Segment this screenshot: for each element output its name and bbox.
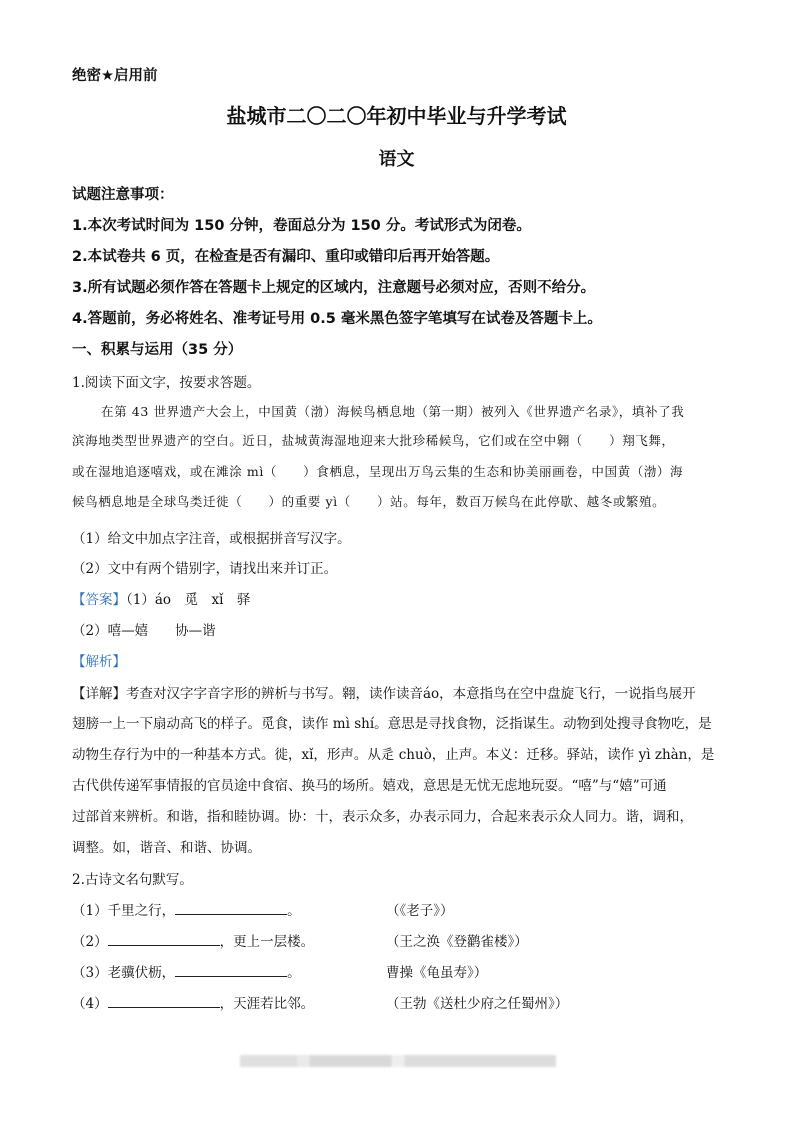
exam-title: 盐城市二〇二〇年初中毕业与升学考试 xyxy=(226,104,567,128)
blurred-footer xyxy=(240,1055,556,1067)
recite-item xyxy=(72,992,314,1012)
secret-label: 绝密★启用前 xyxy=(72,68,158,84)
item-number: （4） xyxy=(72,996,108,1012)
item-after: 。 xyxy=(287,965,301,981)
notice-item: 2.本试卷共 6 页，在检查是否有漏印、重印或错印后再开始答题。 xyxy=(72,249,500,265)
answer-blank xyxy=(175,964,287,977)
q2-stem: 2.古诗文名句默写。 xyxy=(72,872,193,888)
detail-line: 古代供传递军事情报的官员途中食宿、换马的场所。嬉戏，意思是无忧无虑地玩耍。“嘻”与“嬉”可通 xyxy=(72,778,667,794)
q1-stem: 1.阅读下面文字，按要求答题。 xyxy=(72,375,261,391)
item-number: （1） xyxy=(72,903,108,919)
passage-line: 在第 43 世界遗产大会上，中国黄（渤）海候鸟栖息地（第一期）被列入《世界遗产名录》，填补了我 xyxy=(101,404,685,419)
answer-text: （1）áo 觅 xǐ 驿 xyxy=(126,592,251,608)
item-source: （王之涣《登鹳雀楼》） xyxy=(386,934,528,950)
item-number: （2） xyxy=(72,934,108,950)
answer-blank xyxy=(108,933,220,946)
answer-tag: 【答案】 xyxy=(72,592,126,608)
item-number: （3） xyxy=(72,965,108,981)
notice-item: 3.所有试题必须作答在答题卡上规定的区域内，注意题号必须对应，否则不给分。 xyxy=(72,280,596,296)
section-heading: 一、积累与运用（35 分） xyxy=(72,342,243,358)
detail-line: 调整。如，谐音、和谐、协调。 xyxy=(72,840,261,856)
notice-item: 4.答题前，务必将姓名、准考证号用 0.5 毫米黑色签字笔填写在试卷及答题卡上。 xyxy=(72,311,602,327)
item-source: 曹操《龟虽寿》） xyxy=(386,965,488,981)
item-after: ，天涯若比邻。 xyxy=(219,996,315,1012)
answer-blank xyxy=(108,995,220,1008)
detail-line: 过部首来辨析。和谐，指和睦协调。协：十，表示众多，办表示同力，合起来表示众人同力。谐，调和， xyxy=(72,809,693,825)
item-source: （《老子》） xyxy=(386,903,454,919)
recite-item xyxy=(72,930,314,950)
passage-line: 候鸟栖息地是全球鸟类迁徙（ ）的重要 yì（ ）站。每年，数百万候鸟在此停歇、越冬或繁殖。 xyxy=(72,494,666,509)
detail-line: 翅膀一上一下扇动高飞的样子。觅食，读作 mì shí。意思是寻找食物，泛指谋生。动物到处搜寻食物吃，是 xyxy=(72,716,712,732)
notice-heading: 试题注意事项： xyxy=(72,187,174,203)
answer-line xyxy=(72,588,250,608)
notice-item: 1.本次考试时间为 150 分钟，卷面总分为 150 分。考试形式为闭卷。 xyxy=(72,218,531,234)
item-before: 老骥伏枥， xyxy=(107,965,176,981)
analysis-tag: 【解析】 xyxy=(72,654,126,670)
subject-title: 语文 xyxy=(378,149,415,170)
item-after: ，更上一层楼。 xyxy=(219,934,315,950)
passage-line: 滨海地类型世界遗产的空白。近日，盐城黄海湿地迎来大批珍稀候鸟，它们或在空中翱（ ）翔飞舞， xyxy=(72,433,675,448)
recite-item xyxy=(72,961,301,981)
answer-line: （2）嘻—嬉 协—谐 xyxy=(72,623,216,639)
detail-line: 【详解】考查对汉字字音字形的辨析与书写。翱，读作读音áo，本意指鸟在空中盘旋飞行，一说指鸟展开 xyxy=(72,686,696,702)
recite-item xyxy=(72,899,301,919)
q1-sub2: （2）文中有两个错别字，请找出来并订正。 xyxy=(72,561,338,577)
passage-line: 或在湿地追逐嘻戏，或在滩涂 mì（ ）食栖息，呈现出万鸟云集的生态和协美丽画卷，中国黄（渤）海 xyxy=(72,464,684,479)
item-source: （王勃《送杜少府之任蜀州》） xyxy=(386,996,569,1012)
answer-blank xyxy=(175,902,287,915)
q1-sub1: （1）给文中加点字注音，或根据拼音写汉字。 xyxy=(72,531,351,547)
item-before: 千里之行， xyxy=(107,903,176,919)
detail-line: 动物生存行为中的一种基本方式。徙，xǐ，形声。从辵 chuò，止声。本义：迁移。驿站，读作 yì zhàn，是 xyxy=(72,747,715,763)
item-after: 。 xyxy=(287,903,301,919)
